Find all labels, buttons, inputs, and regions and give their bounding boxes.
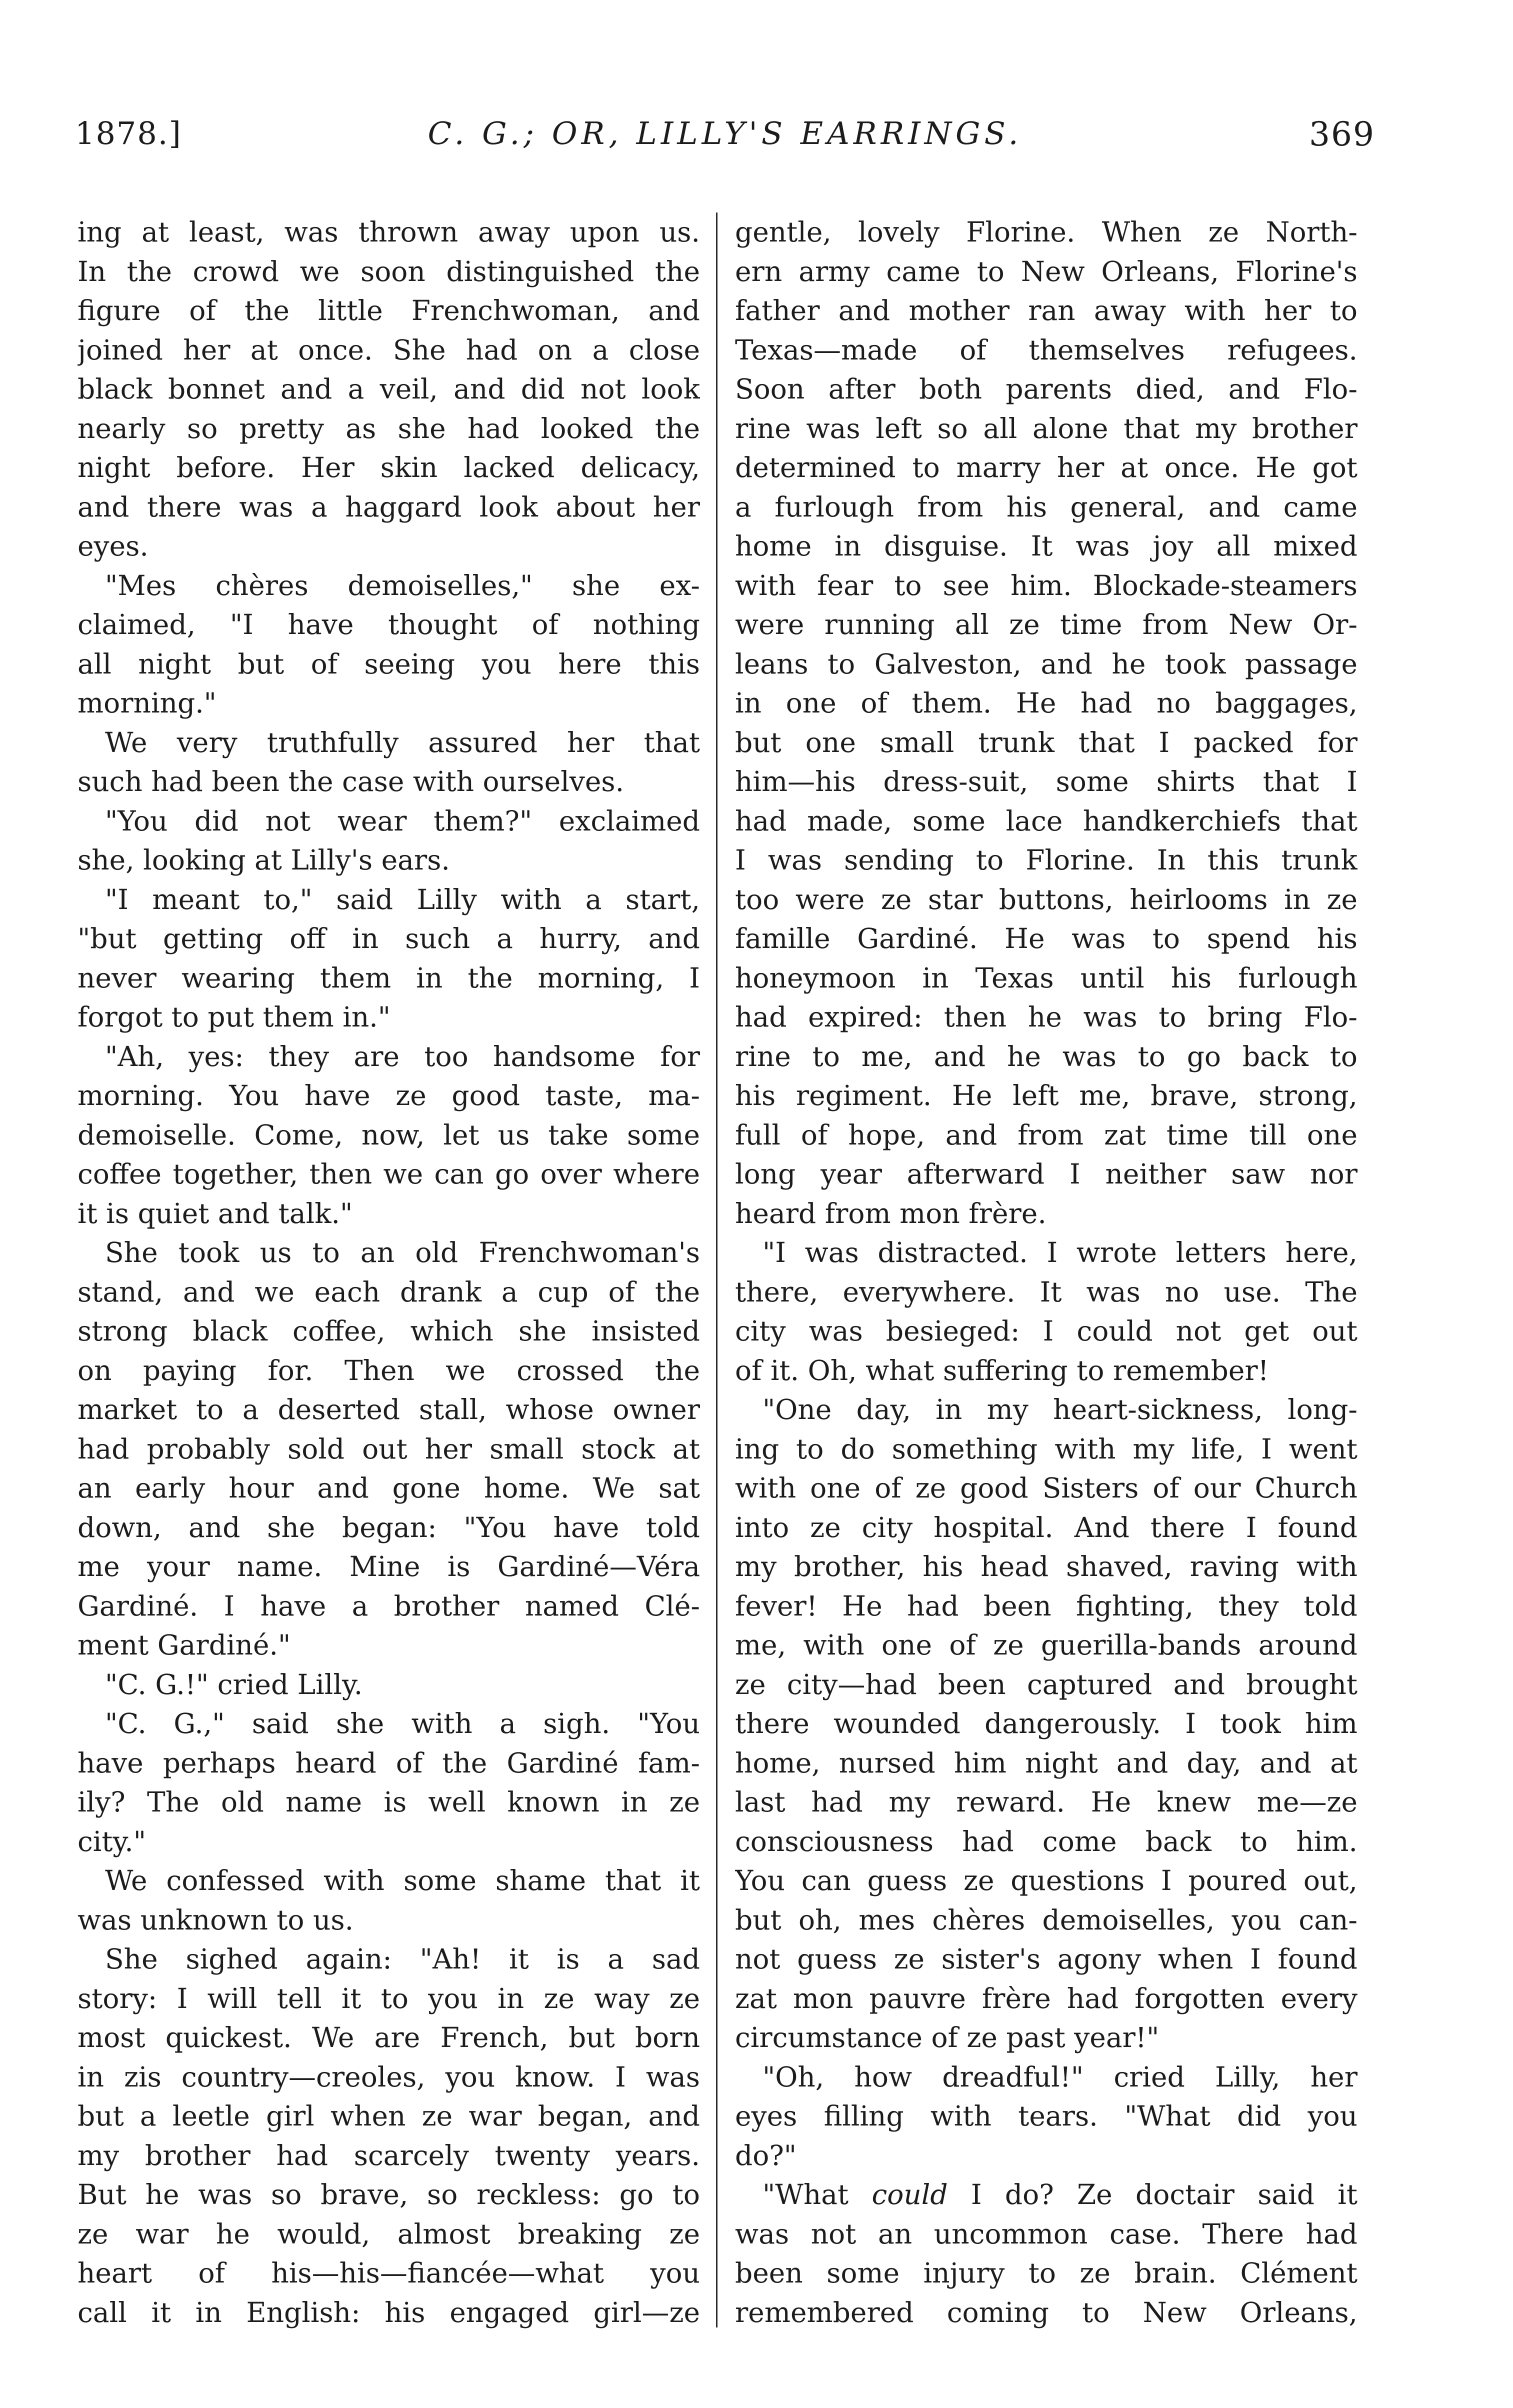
text-line: She took us to an old Frenchwoman's — [105, 1236, 700, 1268]
text-line: been some injury to ze brain. Clément — [735, 2257, 1358, 2289]
column-divider — [716, 212, 718, 2328]
text-line: such had been the case with ourselves. — [78, 766, 624, 798]
text-line: ze war he would, almost breaking ze — [78, 2218, 700, 2250]
text-line: We confessed with some shame that it — [105, 1864, 700, 1896]
text-line: "One day, in my heart-sickness, long- — [762, 1394, 1358, 1426]
running-header — [75, 115, 1375, 170]
text-line: with one of ze good Sisters of our Church — [735, 1472, 1358, 1504]
text-line: ily? The old name is well known in ze — [78, 1786, 700, 1818]
text-line: not guess ze sister's agony when I found — [735, 1943, 1358, 1975]
text-line: father and mother ran away with her to — [735, 294, 1358, 326]
text-line: gentle, lovely Florine. When ze North- — [735, 216, 1358, 248]
text-line: ing at least, was thrown away upon us. — [78, 216, 700, 248]
text-line: heart of his—his—fiancée—what you — [78, 2257, 700, 2289]
text-line: but one small trunk that I packed for — [735, 726, 1358, 758]
text-line: But he was so brave, so reckless: go to — [78, 2178, 700, 2210]
text-line: all night but of seeing you here this — [78, 648, 700, 680]
text-line: of it. Oh, what suffering to remember! — [735, 1354, 1269, 1386]
text-line: my brother had scarcely twenty years. — [78, 2139, 700, 2172]
text-line: eyes filling with tears. "What did you — [735, 2100, 1358, 2132]
text-line: had expired: then he was to bring Flo- — [735, 1001, 1358, 1033]
right-text-column — [735, 212, 1358, 2338]
text-line: "You did not wear them?" exclaimed — [105, 804, 700, 837]
text-line: heard from mon frère. — [735, 1197, 1046, 1230]
text-line: she, looking at Lilly's ears. — [78, 844, 450, 876]
text-line: home in disguise. It was joy all mixed — [735, 530, 1358, 562]
text-line: nearly so pretty as she had looked the — [78, 412, 700, 444]
text-line: market to a deserted stall, whose owner — [78, 1394, 700, 1426]
text-line: "C. G.," said she with a sigh. "You — [105, 1708, 700, 1740]
text-line: most quickest. We are French, but born — [78, 2022, 700, 2054]
text-line: strong black coffee, which she insisted — [78, 1315, 700, 1347]
text-line: honeymoon in Texas until his furlough — [735, 962, 1358, 994]
text-line: determined to marry her at once. He got — [735, 452, 1358, 484]
text-line: "I was distracted. I wrote letters here, — [762, 1236, 1358, 1268]
text-line: In the crowd we soon distinguished the — [78, 255, 700, 288]
text-line: figure of the little Frenchwoman, and — [78, 294, 700, 326]
text-line: it is quiet and talk." — [78, 1197, 353, 1230]
text-line: but oh, mes chères demoiselles, you can- — [735, 1904, 1358, 1936]
text-line: ing to do something with my life, I went — [735, 1432, 1358, 1465]
emphasis: could — [872, 2178, 948, 2210]
text-line: me your name. Mine is Gardiné—Véra — [78, 1550, 700, 1582]
text-line: joined her at once. She had on a close — [78, 334, 700, 366]
text-line: zat mon pauvre frère had forgotten every — [735, 1982, 1358, 2014]
text-line: had probably sold out her small stock at — [78, 1432, 700, 1465]
text-line: him—his dress-suit, some shirts that I — [735, 766, 1358, 798]
text-line: last had my reward. He knew me—ze — [735, 1786, 1358, 1818]
text-line: rine was left so all alone that my brother — [735, 412, 1358, 444]
text-line: was unknown to us. — [78, 1904, 354, 1936]
text-line: morning. You have ze good taste, ma- — [78, 1080, 700, 1112]
text-line: "I meant to," said Lilly with a start, — [105, 883, 700, 916]
text-line: consciousness had come back to him. — [735, 1825, 1358, 1858]
text-line: ern army came to New Orleans, Florine's — [735, 255, 1358, 288]
text-line: story: I will tell it to you in ze way ze — [78, 1982, 700, 2014]
text-line: "Mes chères demoiselles," she ex- — [105, 569, 700, 602]
text-line: I was sending to Florine. In this trunk — [735, 844, 1358, 876]
text-line: call it in English: his engaged girl—ze — [78, 2296, 700, 2328]
text-line: demoiselle. Come, now, let us take some — [78, 1118, 700, 1151]
text-line: but a leetle girl when ze war began, and — [78, 2100, 700, 2132]
text-line: home, nursed him night and day, and at — [735, 1746, 1358, 1779]
text-line: eyes. — [78, 530, 148, 562]
text-line: city was besieged: I could not get out — [735, 1315, 1358, 1347]
text-line: famille Gardiné. He was to spend his — [735, 922, 1358, 954]
text-line: with fear to see him. Blockade-steamers — [735, 569, 1358, 602]
text-line: in one of them. He had no baggages, — [735, 687, 1358, 719]
text-line: Gardiné. I have a brother named Clé- — [78, 1590, 700, 1622]
text-line: city." — [78, 1825, 146, 1858]
text-line: "but getting off in such a hurry, and — [78, 922, 700, 954]
header-year: 1878.] — [75, 115, 182, 152]
text-line: on paying for. Then we crossed the — [78, 1354, 700, 1386]
text-line: and there was a haggard look about her — [78, 490, 700, 523]
text-line: Soon after both parents died, and Flo- — [735, 373, 1358, 405]
text-line: have perhaps heard of the Gardiné fam- — [78, 1746, 700, 1779]
text-line: "Ah, yes: they are too handsome for — [105, 1040, 700, 1072]
text-line: leans to Galveston, and he took passage — [735, 648, 1358, 680]
text-line: a furlough from his general, and came — [735, 490, 1358, 523]
text-line: into ze city hospital. And there I found — [735, 1511, 1358, 1544]
text-line: fever! He had been fighting, they told — [735, 1590, 1358, 1622]
text-line: down, and she began: "You have told — [78, 1511, 700, 1544]
text-line: there, everywhere. It was no use. The — [735, 1276, 1358, 1308]
text-line: in zis country—creoles, you know. I was — [78, 2060, 700, 2093]
text-line: night before. Her skin lacked delicacy, — [78, 452, 700, 484]
text-line: ze city—had been captured and brought — [735, 1668, 1358, 1700]
text-line: "What could I do? Ze doctair said it — [762, 2178, 1358, 2210]
text-line: never wearing them in the morning, I — [78, 962, 700, 994]
left-text-column — [78, 212, 700, 2338]
text-line: was not an uncommon case. There had — [735, 2218, 1358, 2250]
text-line: ment Gardiné." — [78, 1629, 291, 1661]
text-line: had made, some lace handkerchiefs that — [735, 804, 1358, 837]
text-line: his regiment. He left me, brave, strong, — [735, 1080, 1358, 1112]
page-number: 369 — [1309, 115, 1375, 154]
text-line: forgot to put them in." — [78, 1001, 391, 1033]
text-line: black bonnet and a veil, and did not look — [78, 373, 700, 405]
header-title: C. G.; OR, LILLY'S EARRINGS. — [428, 115, 1022, 152]
text-line: stand, and we each drank a cup of the — [78, 1276, 700, 1308]
text-line: morning." — [78, 687, 216, 719]
text-line: do?" — [735, 2139, 797, 2172]
text-line: me, with one of ze guerilla-bands around — [735, 1629, 1358, 1661]
text-line: Texas—made of themselves refugees. — [735, 334, 1358, 366]
text-line: were running all ze time from New Or- — [735, 608, 1358, 640]
text-line: full of hope, and from zat time till one — [735, 1118, 1358, 1151]
text-line: my brother, his head shaved, raving with — [735, 1550, 1358, 1582]
text-line: coffee together, then we can go over where — [78, 1158, 700, 1190]
text-line: She sighed again: "Ah! it is a sad — [105, 1943, 700, 1975]
text-line: We very truthfully assured her that — [105, 726, 700, 758]
text-line: there wounded dangerously. I took him — [735, 1708, 1358, 1740]
text-line: rine to me, and he was to go back to — [735, 1040, 1358, 1072]
text-line: an early hour and gone home. We sat — [78, 1472, 700, 1504]
text-line: too were ze star buttons, heirlooms in ze — [735, 883, 1358, 916]
text-line: circumstance of ze past year!" — [735, 2022, 1160, 2054]
text-line: You can guess ze questions I poured out, — [735, 1864, 1358, 1896]
text-line: long year afterward I neither saw nor — [735, 1158, 1358, 1190]
text-line: remembered coming to New Orleans, — [735, 2296, 1358, 2328]
text-line: claimed, "I have thought of nothing — [78, 608, 700, 640]
text-line: "Oh, how dreadful!" cried Lilly, her — [762, 2060, 1358, 2093]
text-line: "C. G.!" cried Lilly. — [105, 1668, 363, 1700]
